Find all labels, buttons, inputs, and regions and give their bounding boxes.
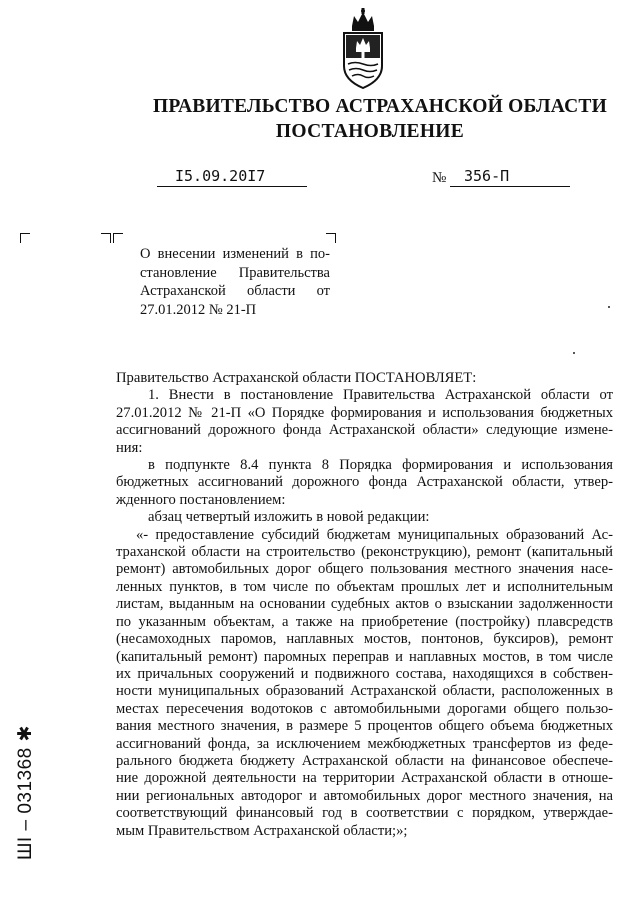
body-line: 1. Внести в постановление Правительства Астраханской области от [148,387,613,404]
body-line: «- предоставление субсидий бюджетам муниципальных образований Ас- [136,526,613,543]
body-line: соответствующий финансовый год в соответствии с порядком, утверждае- [116,805,613,822]
body-line: жденного постановлением: [116,491,286,508]
document-date: I5.09.20I7 [157,167,307,187]
body-line: рального бюджета бюджету Астраханской области на финансовое обеспече- [116,752,613,769]
body-line: ассигнований дорожного фонда Астраханской области» следующие измене- [116,422,613,439]
subject-line: Астраханской области от [140,283,330,299]
scan-speck [573,352,575,354]
body-line: бюджетных ассигнований дорожного фонда Астраханской области, утвер- [116,474,613,491]
scan-speck [608,306,610,308]
body-line: в подпункте 8.4 пункта 8 Порядка формирования и использования [148,457,613,474]
body-line: ремонт) автомобильных дорог общего пользования местного значения насе- [116,561,613,578]
government-title: ПРАВИТЕЛЬСТВО АСТРАХАНСКОЙ ОБЛАСТИ [153,96,607,117]
body-line: вания местного значения, в размере 5 процентов общего объема бюджетных [116,718,613,735]
document-number: 356-П [450,167,570,187]
corner-mark-subject-left [113,233,123,243]
document-subject [140,245,330,319]
body-line: абзац четвертый изложить в новой редакции: [148,509,430,526]
document-body [116,370,613,840]
body-line: (несамоходных паромов, наплавных мостов, понтонов, буксиров), ремонт [116,631,613,648]
body-line: мым Правительством Астраханской области;»; [116,822,408,839]
body-line: ния: [116,439,143,456]
corner-mark-top-right-a [101,233,111,243]
body-line: ности муниципальных образований Астраханской области, расположенных в [116,683,613,700]
body-line: нии региональных автодорог и автомобильных дорог местного значения, на [116,787,613,804]
number-sign: № [432,170,447,186]
subject-line: О внесении изменений в по- [140,246,330,262]
body-line: 27.01.2012 № 21-П «О Порядке формирования и использования бюджетных [116,404,613,421]
body-line: по указанным объектам, а также на приобретение (постройку) плавсредств [116,613,613,630]
body-line: траханской области на строительство (реконструкцию), ремонт (капитальный [116,544,613,561]
body-line: ассигнований фонда, за исключением межбюджетных трансфертов из феде- [116,735,613,752]
body-line: (капитальный ремонт) паромных переправ и наплавных мостов, в том числе [116,648,613,665]
corner-mark-top-left [20,233,30,243]
coat-of-arms-emblem [332,8,394,94]
corner-mark-subject-right [326,233,336,243]
body-line: Правительство Астраханской области ПОСТАНОВЛЯЕТ: [116,370,477,386]
body-line: ленных пунктов, в том числе по объектам прошлых лет и исполнительным [116,578,613,595]
subject-line: 27.01.2012 № 21-П [140,301,257,318]
body-line: их причальных сооружений и подвижного состава, находящихся в собствен- [116,665,613,682]
body-line: ние дорожной деятельности на территории Астраханской области в отноше- [116,770,613,787]
body-line: местах пересечения водотоков с автомобильными дорогами общего пользо- [116,700,613,717]
serial-number-stamp: ШI – 031368 ✱ [15,725,36,860]
document-type-title: ПОСТАНОВЛЕНИЕ [275,121,465,142]
subject-line: становление Правительства [140,264,330,281]
body-line: листам, выданным на основании судебных актов о взыскании задолженности [116,596,613,613]
